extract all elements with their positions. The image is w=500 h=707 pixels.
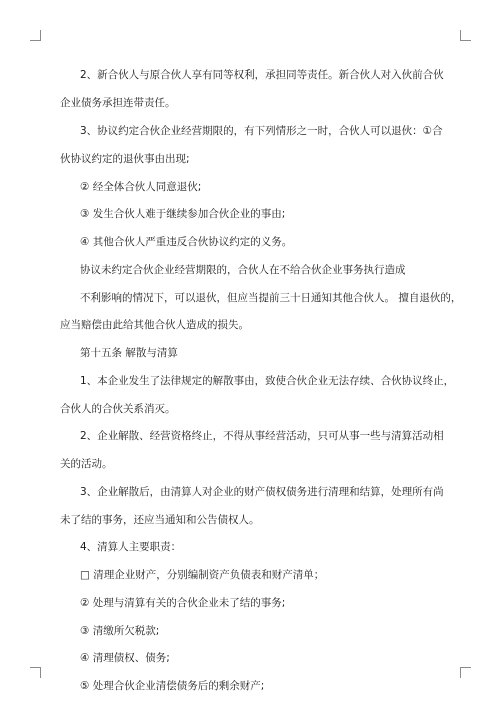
crop-mark-bottom-left: [30, 667, 41, 678]
section-heading: 第十五条 解散与清算: [80, 347, 178, 359]
list-item: ③ 发生合伙人难于继续参加合伙企业的事由;: [80, 208, 286, 220]
paragraph-line: 3、协议约定合伙企业经营期限的，有下列情形之一时，合伙人可以退伙：①合: [80, 125, 443, 137]
paragraph-line: 关的活动。: [60, 458, 113, 470]
crop-mark-bottom-right: [460, 667, 471, 678]
paragraph-line: 企业债务承担连带责任。: [60, 97, 176, 109]
paragraph-line: 合伙人的合伙关系消灭。: [60, 403, 176, 415]
list-item: ④ 清理债权、债务;: [80, 652, 170, 664]
crop-mark-top-left: [30, 30, 41, 41]
list-item: ② 处理与清算有关的合伙企业未了结的事务;: [80, 597, 286, 609]
paragraph-line: 1、本企业发生了法律规定的解散事由，致使合伙企业无法存续、合伙协议终止，: [80, 375, 455, 387]
paragraph-line: 协议未约定合伙企业经营期限的，合伙人在不给合伙企业事务执行造成: [80, 264, 406, 276]
paragraph-line: 2、新合伙人与原合伙人享有同等权利，承担同等责任。新合伙人对入伙前合伙: [80, 69, 444, 81]
paragraph-line: 3、企业解散后，由清算人对企业的财产债权债务进行清理和结算，处理所有尚: [80, 486, 444, 498]
paragraph-line: 未了结的事务，还应当通知和公告债权人。: [60, 514, 260, 526]
paragraph-line: 不利影响的情况下，可以退伙，但应当提前三十日通知其他合伙人。 擅自退伙的，: [80, 292, 462, 304]
list-item: ④ 其他合伙人严重违反合伙协议约定的义务。: [80, 236, 293, 248]
paragraph-line: 应当赔偿由此给其他合伙人造成的损失。: [60, 319, 249, 331]
paragraph-line: 2、企业解散、经营资格终止，不得从事经营活动，只可从事一些与清算活动相: [80, 430, 444, 442]
paragraph-line: 4、清算人主要职责：: [80, 541, 182, 553]
list-item: ⑤ 处理合伙企业清偿债务后的剩余财产;: [80, 680, 265, 692]
paragraph-line: 伙协议约定的退伙事由出现;: [60, 153, 190, 165]
list-item: ② 经全体合伙人同意退伙;: [80, 181, 202, 193]
list-item: ③ 清缴所欠税款;: [80, 625, 160, 637]
crop-mark-top-right: [460, 30, 471, 41]
list-item: □ 清理企业财产，分别编制资产负债表和财产清单；: [80, 569, 325, 581]
